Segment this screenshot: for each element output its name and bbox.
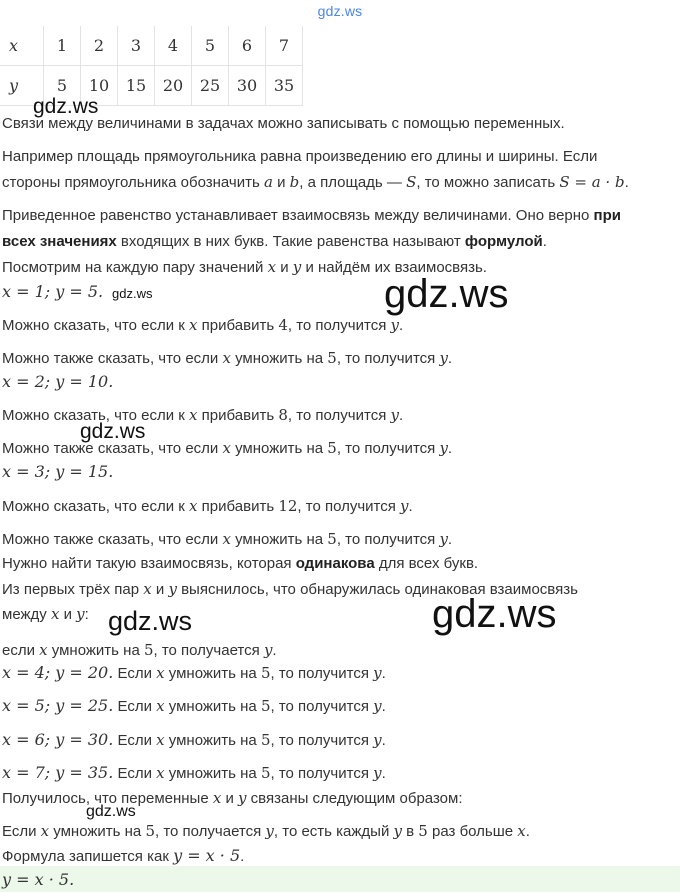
paragraph-same-relation: Нужно найти такую взаимосвязь, которая одинакова для всех букв. [2,555,479,572]
table-cell: 35 [266,66,303,106]
equation-pair-4: x = 4; y = 20. Если x умножить на 5, то получится y. [2,663,386,682]
table-row-x [0,26,303,66]
sentence-add-3: Можно сказать, что если к x прибавить 12, то получится y. [2,497,413,515]
paragraph-conclusion: Если x умножить на 5, то получается y, то есть каждый y в 5 раз больше x. [2,822,530,840]
watermark: gdz.ws [33,95,99,118]
table-cell: 3 [118,26,155,66]
table-cell: 1 [44,26,81,66]
equation-pair-2: x = 2; y = 10. [2,372,114,391]
paragraph-formula-statement: Формула запишется как y = x · 5. [2,846,245,865]
paragraph-pairs: Посмотрим на каждую пару значений x и y и найдём их взаимосвязь. [2,258,487,276]
equation-pair-1: x = 1; y = 5. [2,282,104,301]
table-cell: 6 [229,26,266,66]
watermark: gdz.ws [384,272,509,316]
equation-pair-5: x = 5; y = 25. Если x умножить на 5, то получится y. [2,696,386,715]
table-cell: 15 [118,66,155,106]
header-watermark: gdz.ws [317,3,363,19]
paragraph-formula-line1: Приведенное равенство устанавливает взаимосвязь между величинами. Оно верно при [2,207,621,224]
equation-pair-7: x = 7; y = 35. Если x умножить на 5, то получится y. [2,763,386,782]
sentence-multiply-3: Можно также сказать, что если x умножить на 5, то получится y. [2,530,453,548]
table-cell: 7 [266,26,303,66]
table-cell: 2 [81,26,118,66]
paragraph-first-three: Из первых трёх пар x и y выяснилось, что обнаружилась одинаковая взаимосвязь [2,580,578,598]
paragraph-result: Получилось, что переменные x и y связаны следующим образом: [2,789,463,807]
final-formula: y = x · 5. [2,870,75,889]
watermark: gdz.ws [108,606,193,636]
table-cell: 30 [229,66,266,106]
equation-pair-3: x = 3; y = 15. [2,462,114,481]
sentence-add-2: Можно сказать, что если к x прибавить 8, то получится y. [2,406,404,424]
table-cell: 5 [192,26,229,66]
table-cell: 25 [192,66,229,106]
paragraph-variables: Связи между величинами в задачах можно записывать с помощью переменных. [2,115,565,132]
table-cell: 10 [81,66,118,106]
sentence-add-1: Можно сказать, что если к x прибавить 4, то получится y. [2,316,404,334]
table-cell: 5 [44,66,81,106]
table-header-y: y [0,66,44,106]
paragraph-between: между x и y: [2,605,89,623]
answer-highlight [0,866,680,892]
table-cell: 20 [155,66,192,106]
table-header-x: x [0,26,44,66]
paragraph-rectangle-line1: Например площадь прямоугольника равна произведению его длины и ширины. Если [2,148,598,165]
equation-pair-6: x = 6; y = 30. Если x умножить на 5, то получится y. [2,730,386,749]
watermark: gdz.ws [432,592,557,636]
paragraph-formula-line2: всех значениях входящих в них букв. Такие равенства называют формулой. [2,233,547,250]
sentence-multiply-1: Можно также сказать, что если x умножить на 5, то получится y. [2,349,453,367]
paragraph-rectangle-line2: стороны прямоугольника обозначить a и b, а площадь — S, то можно записать S = a · b. [2,173,629,191]
table-cell: 4 [155,26,192,66]
sentence-multiply-2: Можно также сказать, что если x умножить на 5, то получится y. [2,439,453,457]
paragraph-if-multiply: если x умножить на 5, то получается y. [2,641,277,659]
watermark: gdz.ws [80,420,146,443]
watermark: gdz.ws [112,286,153,301]
value-table [0,26,303,106]
watermark: gdz.ws [86,803,136,820]
